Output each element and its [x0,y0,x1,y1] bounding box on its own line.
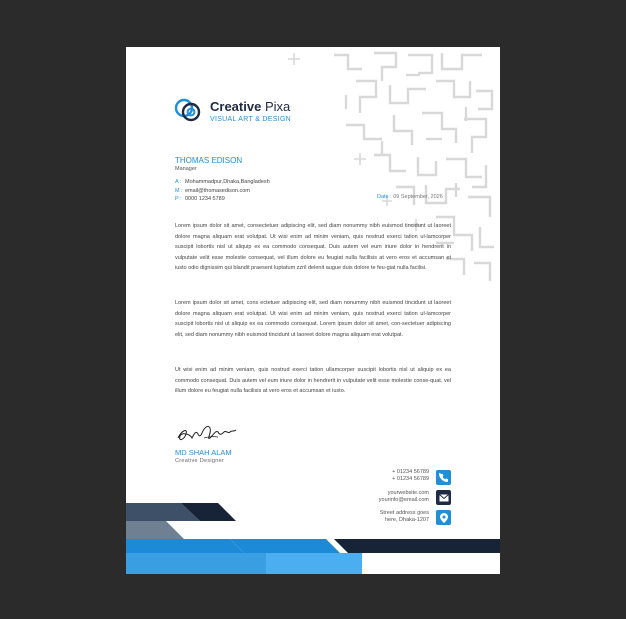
body-paragraph: Ut wisi enim ad minim veniam, quis nostrud exerci tation ullamcorper suscipit lobortis nisl ut aliquip ex ea commodo consequat. Duis autem vel eum iriure dolor in hendrerit in vulputate velit esse molestie conse-quat, vel illum dolore eu feugiat nulla facilisis at vero eros et accumsan et iusto. [175,367,451,394]
recipient-phone [175,196,225,202]
website: yourwebsite.com [387,490,429,496]
info-value: 0000 1234 5789 [185,196,225,202]
footer-stripes-decoration [126,501,500,574]
signer-name: MD SHAH ALAM [175,448,232,457]
recipient-name: THOMAS EDISON [175,156,243,165]
brand-name [210,100,290,114]
address-line: Street address goes [379,510,429,516]
phone-number: + 01234 56789 [392,476,429,482]
address-line: here, Dhaka-1207 [384,517,429,523]
recipient-role: Manager [175,166,197,172]
letter-date [377,194,443,200]
info-key: M : [175,188,183,194]
info-key: P : [175,196,182,202]
contact-phone-lines [392,469,429,483]
recipient-email [175,188,250,194]
brand-name-bold: Creative [210,99,262,114]
email: yourinfo@email.com [378,497,429,503]
info-value: Mohammadpur,Dhaka,Bangladesh [185,179,270,185]
info-key: A : [175,179,182,185]
body-paragraph: Lorem ipsum dolor sit amet, consectetuer adipiscing elit, sed diam nonummy nibh euismod tincidunt ut laoreet dolore magna aliquam erat volutpat. Ut wisi enim ad minim veniam, quis nostrud exerci tation ul-lamcorper suscipit lobortis nisl ut aliquip ex ea commodo consequat. Duis autem vel eum iriure dolor in hendrerit in vulputate velit esse molestie consequat, vel illum dolore eu feugiat nulla facilisis at vero eros et accumsan et iusto odio dignissim qui blandit praesent luptatum zzril delenit augue duis dolore te feu-giat nulla facilisi. [175,223,451,271]
letterhead-page [126,47,500,574]
brand-tagline: VISUAL ART & DESIGN [210,116,292,123]
concentric-circles-logo-icon [174,96,208,124]
date-label: Date [377,194,389,200]
phone-icon [436,470,451,485]
date-value: : 09 September, 2026 [390,194,443,200]
brand-name-light: Pixa [264,99,291,114]
handwritten-signature [174,420,240,446]
signer-role: Creative Designer [175,458,225,464]
info-value: email@thomasedison.com [185,188,250,194]
phone-number: + 01234 56789 [392,469,429,475]
body-paragraph: Lorem ipsum dolor sit amet, cons ectetuer adipiscing elit, sed diam nonummy nibh euismod tincidunt ut laoreet dolore magna aliquam erat volutpat. Ut wisi enim ad minim veniam, quis nostrud exerci tation ul-lamcorper suscipit lobortis nisl ut aliquip ex ea commodo consequat. Lorem ipsum dolor sit amet, con-sectetuer adipiscing elit, sed diam nonummy nibh euismod tincidunt ut laoreet dolore magna aliquam erat volutpat. [175,300,451,338]
recipient-address [175,179,270,185]
